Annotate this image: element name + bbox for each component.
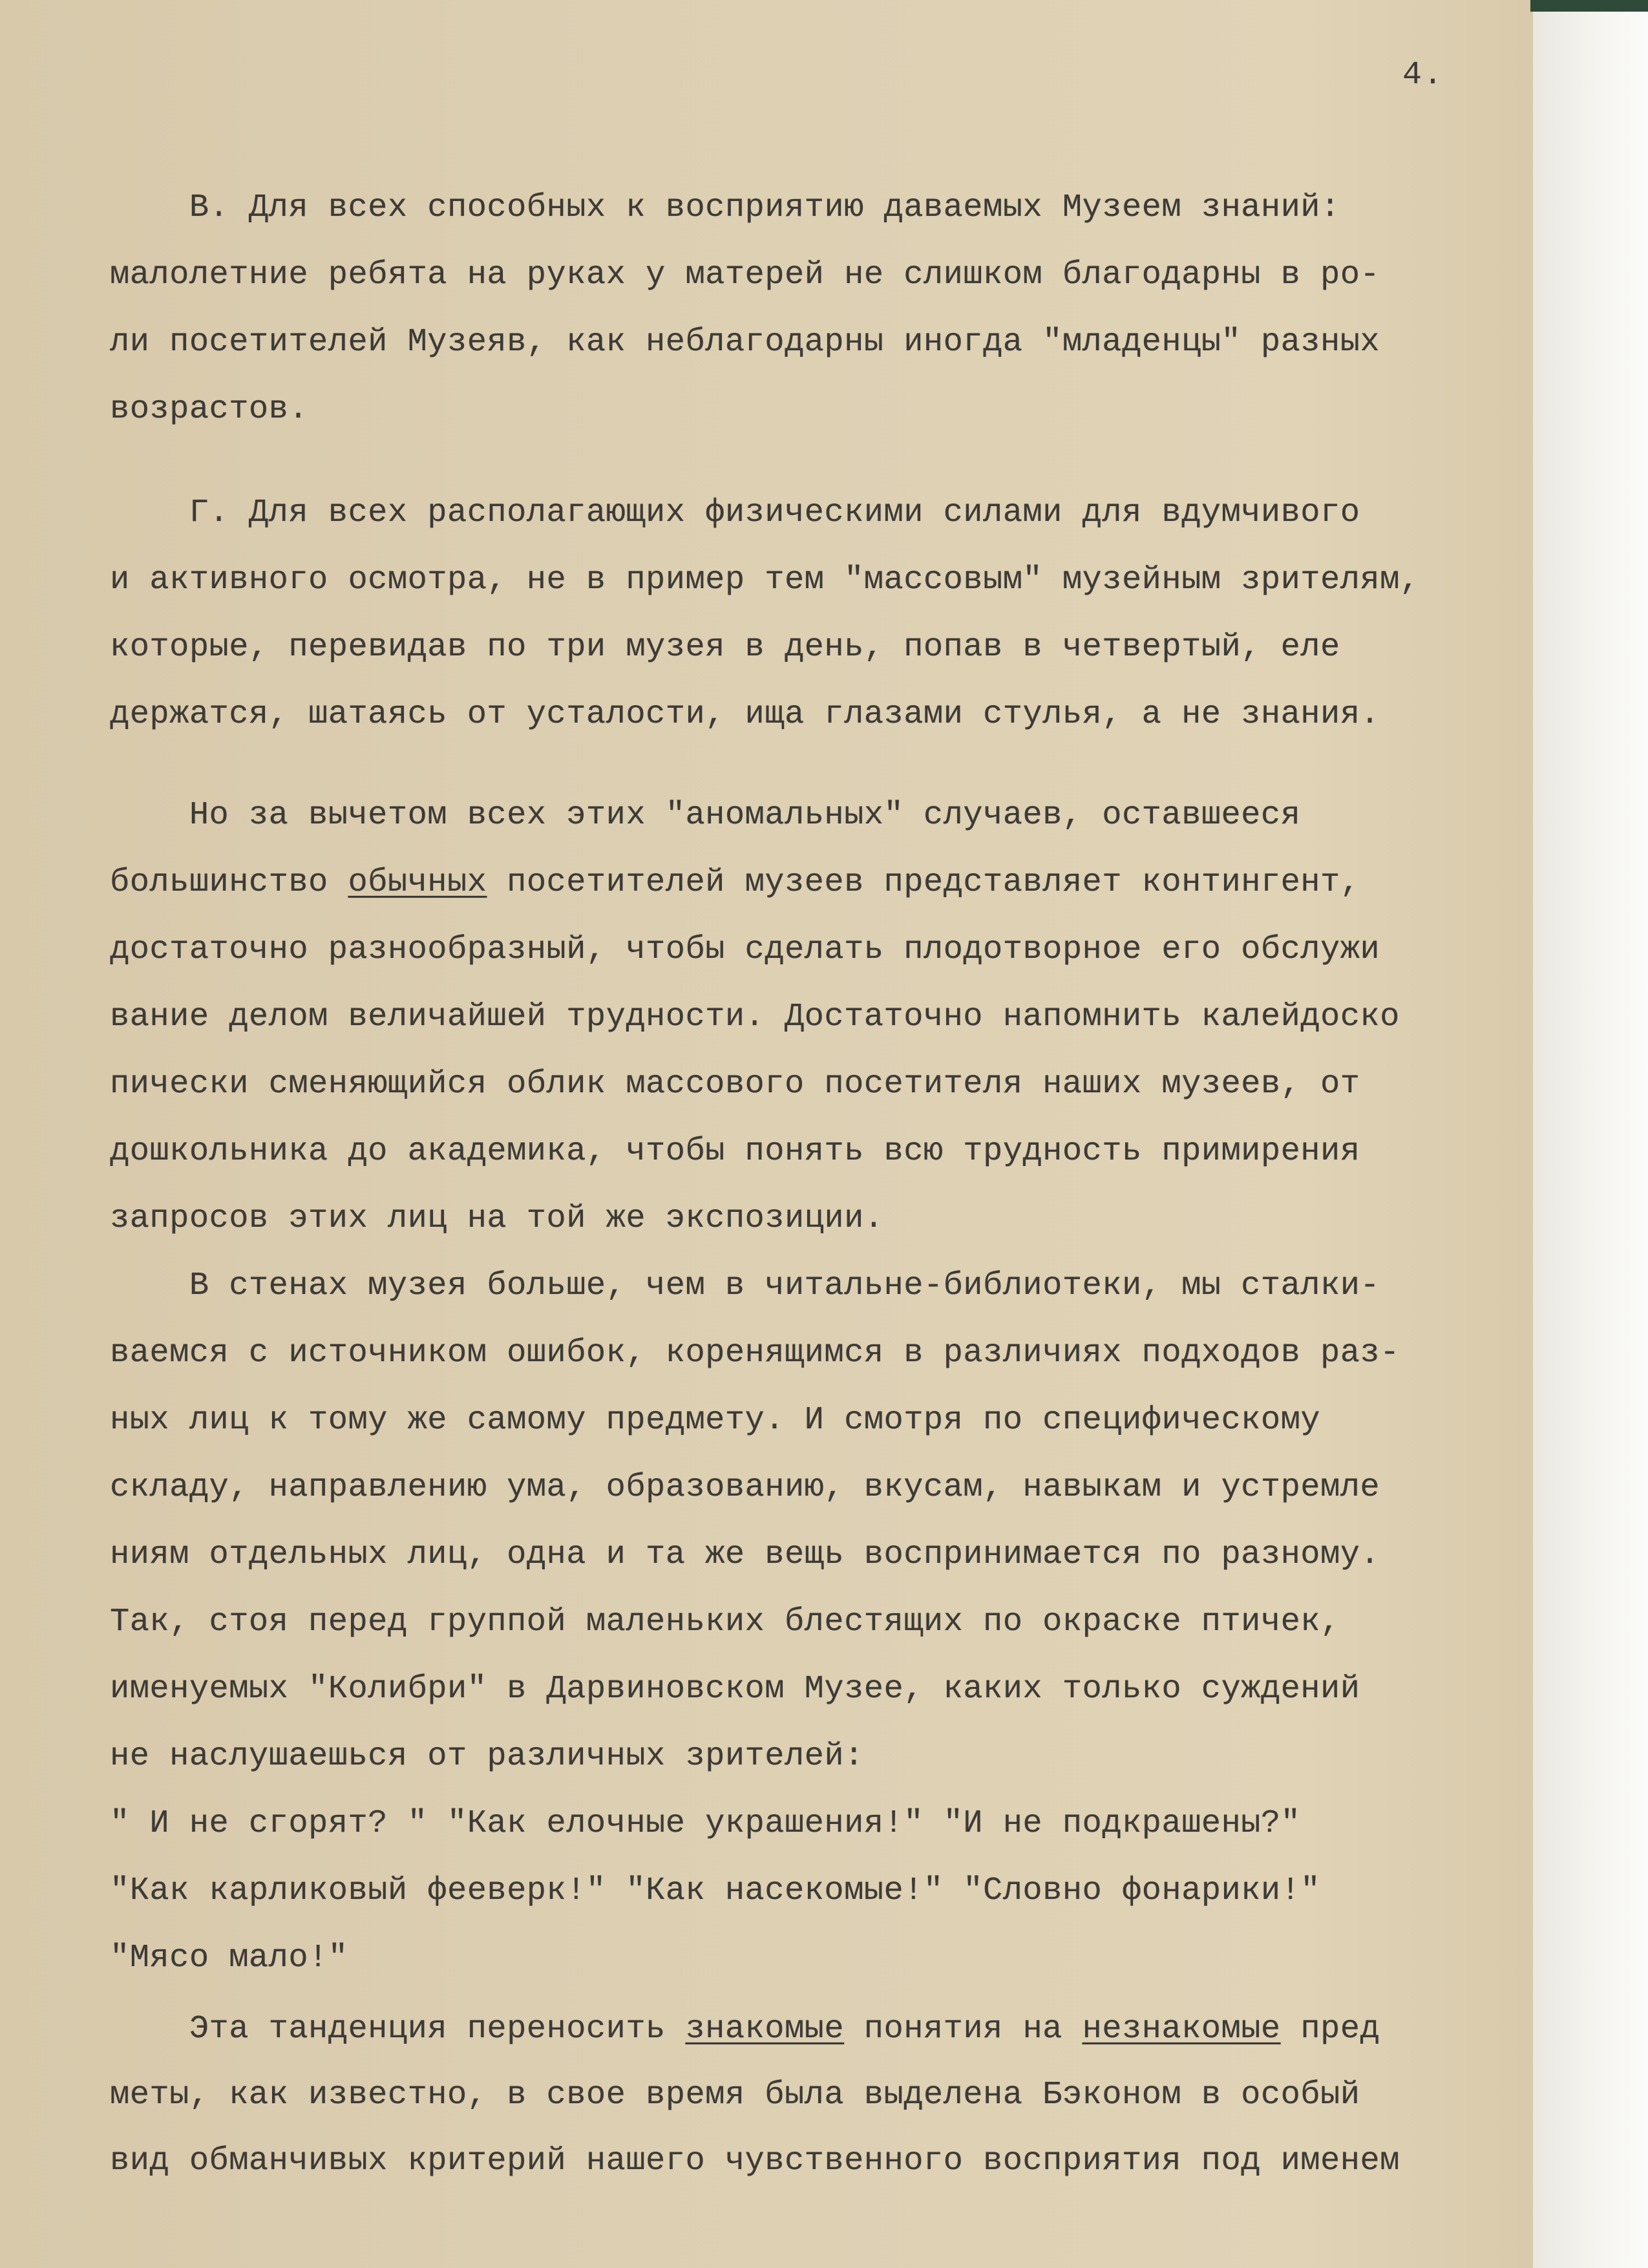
underlined-word: незнакомые bbox=[1082, 2011, 1281, 2048]
text-line: достаточно разнообразный, чтобы сделать плодотворное его обслужи bbox=[110, 931, 1380, 968]
text-line: Г. Для всех располагающих физическими силами для вдумчивого bbox=[110, 494, 1360, 531]
text-line: меты, как известно, в свое время была выделена Бэконом в особый bbox=[110, 2077, 1360, 2114]
underlined-word: знакомые bbox=[685, 2011, 845, 2048]
scanner-backdrop bbox=[1533, 0, 1648, 2268]
text-line: "Мясо мало!" bbox=[110, 1940, 348, 1977]
text-line: Но за вычетом всех этих "аномальных" случаев, оставшееся bbox=[110, 797, 1301, 834]
text-line bbox=[110, 864, 1360, 902]
text-line: ниям отдельных лиц, одна и та же вещь воспринимается по разному. bbox=[110, 1536, 1380, 1573]
text-line: не наслушаешься от различных зрителей: bbox=[110, 1738, 864, 1775]
text-segment: Эта танденция переносить bbox=[110, 2011, 686, 2048]
text-line: вид обманчивых критерий нашего чувственного восприятия под именем bbox=[110, 2143, 1400, 2179]
underlined-word: обычных bbox=[348, 864, 487, 901]
text-line: которые, перевидав по три музея в день, попав в четвертый, еле bbox=[110, 629, 1340, 666]
text-line: дошкольника до академика, чтобы понять всю трудность примирения bbox=[110, 1133, 1360, 1170]
text-line: и активного осмотра, не в пример тем "массовым" музейным зрителям, bbox=[110, 562, 1420, 599]
text-line: Так, стоя перед группой маленьких блестящих по окраске птичек, bbox=[110, 1604, 1340, 1640]
corner-strip bbox=[1530, 0, 1648, 12]
text-segment: посетителей музеев представляет контингент, bbox=[487, 864, 1360, 901]
text-line bbox=[110, 2010, 1380, 2049]
text-line: ваемся с источником ошибок, коренящимся в различиях подходов раз- bbox=[110, 1335, 1400, 1372]
text-line: возрастов. bbox=[110, 391, 309, 428]
text-line: "Как карликовый фееверк!" "Как насекомые!" "Словно фонарики!" bbox=[110, 1872, 1321, 1909]
text-line: пически сменяющийся облик массового посетителя наших музеев, от bbox=[110, 1066, 1360, 1103]
text-line: В стенах музея больше, чем в читальне-библиотеки, мы сталки- bbox=[110, 1267, 1380, 1304]
text-line: складу, направлению ума, образованию, вкусам, навыкам и устремле bbox=[110, 1469, 1380, 1506]
text-line: ных лиц к тому же самому предмету. И смотря по специфическому bbox=[110, 1402, 1321, 1439]
text-line: держатся, шатаясь от усталости, ища глазами стулья, а не знания. bbox=[110, 696, 1380, 733]
text-segment: понятия на bbox=[844, 2011, 1083, 2048]
text-line: запросов этих лиц на той же экспозиции. bbox=[110, 1200, 884, 1237]
text-line: ли посетителей Музеяв, как неблагодарны иногда "младенцы" разных bbox=[110, 324, 1380, 361]
text-line: малолетние ребята на руках у матерей не слишком благодарны в ро- bbox=[110, 257, 1380, 293]
text-line: именуемых "Колибри" в Дарвиновском Музее, каких только суждений bbox=[110, 1671, 1360, 1708]
text-segment: пред bbox=[1280, 2011, 1380, 2048]
text-line: В. Для всех способных к восприятию даваемых Музеем знаний: bbox=[110, 189, 1340, 226]
page-number: 4. bbox=[1402, 57, 1444, 94]
text-line: вание делом величайшей трудности. Достаточно напомнить калейдоско bbox=[110, 999, 1400, 1035]
text-segment: большинство bbox=[110, 864, 348, 901]
text-line: " И не сгорят? " "Как елочные украшения!" "И не подкрашены?" bbox=[110, 1805, 1301, 1842]
